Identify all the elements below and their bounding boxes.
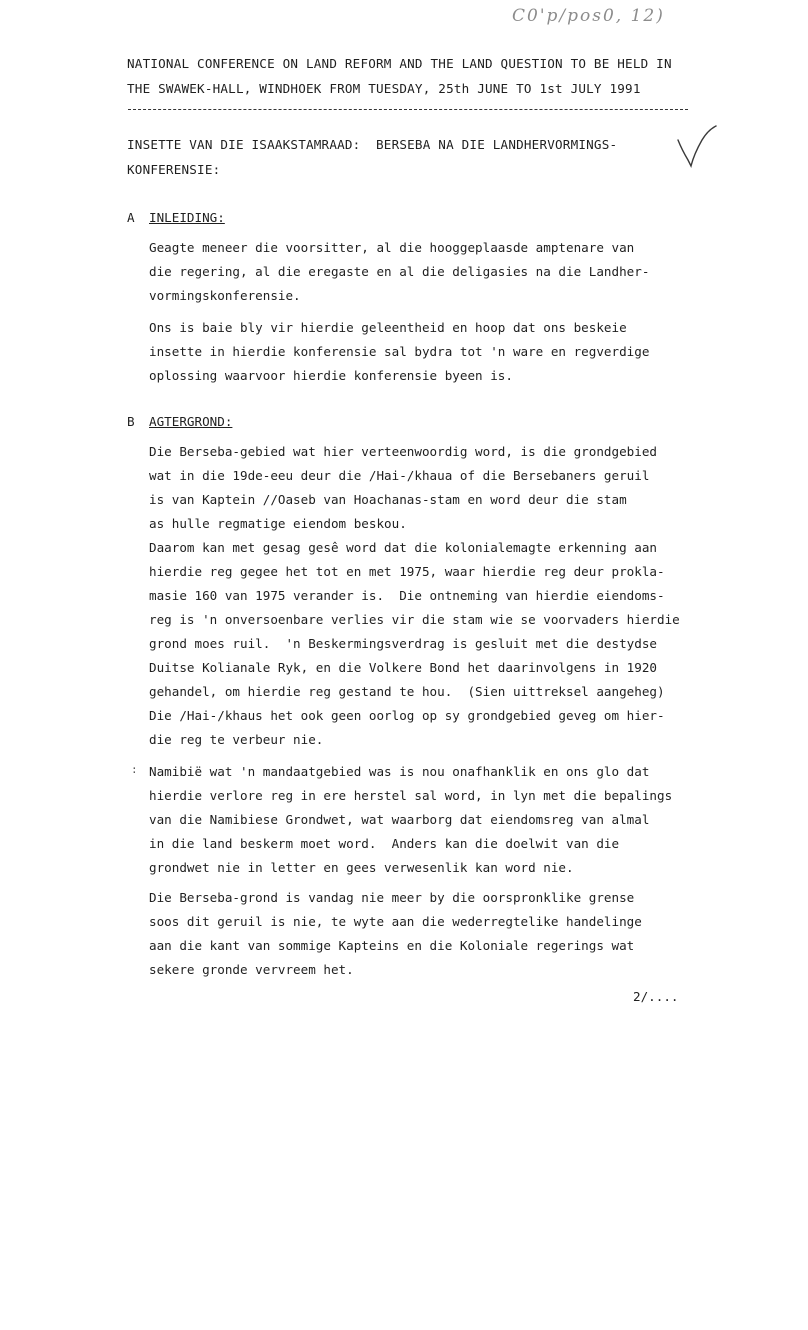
section-a-letter: A: [127, 210, 135, 225]
section-a-para-2-line-3: oplossing waarvoor hierdie konferensie byeen is.: [149, 368, 513, 383]
section-b-letter: B: [127, 414, 135, 429]
section-b-para-3-line-4: sekere gronde vervreem het.: [149, 962, 354, 977]
page-number: 2/....: [633, 989, 679, 1004]
section-b-para-2-line-2: hierdie verlore reg in ere herstel sal word, in lyn met die bepalings: [149, 788, 673, 803]
header-line-2: THE SWAWEK-HALL, WINDHOEK FROM TUESDAY, 25th JUNE TO 1st JULY 1991: [127, 81, 641, 96]
section-b-para-1-line-4: as hulle regmatige eiendom beskou.: [149, 516, 407, 531]
section-b-para-1-line-6: hierdie reg gegee het tot en met 1975, waar hierdie reg deur prokla-: [149, 564, 665, 579]
section-b-para-1-line-3: is van Kaptein //Oaseb van Hoachanas-stam en word deur die stam: [149, 492, 627, 507]
section-a-title: INLEIDING:: [149, 210, 225, 225]
section-b-para-1-line-7: masie 160 van 1975 verander is. Die ontneming van hierdie eiendoms-: [149, 588, 665, 603]
section-a-para-2-line-2: insette in hierdie konferensie sal bydra tot 'n ware en regverdige: [149, 344, 650, 359]
handwritten-check-icon: [672, 124, 720, 174]
section-b-para-3-line-3: aan die kant van sommige Kapteins en die Koloniale regerings wat: [149, 938, 635, 953]
section-b-para-3-line-1: Die Berseba-grond is vandag nie meer by die oorspronklike grense: [149, 890, 635, 905]
section-b-para-1-line-9: grond moes ruil. 'n Beskermingsverdrag is gesluit met die destydse: [149, 636, 657, 651]
subheader-line-2: KONFERENSIE:: [127, 162, 221, 177]
margin-mark: :: [131, 763, 138, 776]
section-a-para-1-line-1: Geagte meneer die voorsitter, al die hooggeplaasde amptenare van: [149, 240, 635, 255]
section-b-para-1-line-10: Duitse Kolianale Ryk, en die Volkere Bond het daarinvolgens in 1920: [149, 660, 657, 675]
section-b-para-1-line-11: gehandel, om hierdie reg gestand te hou. (Sien uittreksel aangeheg): [149, 684, 665, 699]
section-b-title: AGTERGROND:: [149, 414, 233, 429]
dashed-divider: [128, 109, 688, 110]
section-b-para-1-line-5: Daarom kan met gesag gesê word dat die kolonialemagte erkenning aan: [149, 540, 657, 555]
section-a-para-1-line-3: vormingskonferensie.: [149, 288, 301, 303]
section-b-para-1-line-13: die reg te verbeur nie.: [149, 732, 324, 747]
section-a-para-2-line-1: Ons is baie bly vir hierdie geleentheid en hoop dat ons beskeie: [149, 320, 627, 335]
section-b-para-2-line-4: in die land beskerm moet word. Anders kan die doelwit van die: [149, 836, 620, 851]
section-b-para-2-line-1: Namibië wat 'n mandaatgebied was is nou onafhanklik en ons glo dat: [149, 764, 650, 779]
subheader-line-1: INSETTE VAN DIE ISAAKSTAMRAAD: BERSEBA NA DIE LANDHERVORMINGS-: [127, 137, 618, 152]
section-b-para-1-line-2: wat in die 19de-eeu deur die /Hai-/khaua of die Bersebaners geruil: [149, 468, 650, 483]
section-b-para-2-line-5: grondwet nie in letter en gees verwesenlik kan word nie.: [149, 860, 574, 875]
header-line-1: NATIONAL CONFERENCE ON LAND REFORM AND THE LAND QUESTION TO BE HELD IN: [127, 56, 672, 71]
section-b-para-1-line-8: reg is 'n onversoenbare verlies vir die stam wie se voorvaders hierdie: [149, 612, 680, 627]
section-b-para-1-line-12: Die /Hai-/khaus het ook geen oorlog op sy grondgebied geveg om hier-: [149, 708, 665, 723]
section-a-para-1-line-2: die regering, al die eregaste en al die deligasies na die Landher-: [149, 264, 650, 279]
section-b-para-3-line-2: soos dit geruil is nie, te wyte aan die wederregtelike handelinge: [149, 914, 642, 929]
section-b-para-1-line-1: Die Berseba-gebied wat hier verteenwoordig word, is die grondgebied: [149, 444, 657, 459]
handwritten-reference-note: C0'p/pos0, 12): [512, 6, 665, 26]
section-b-para-2-line-3: van die Namibiese Grondwet, wat waarborg dat eiendomsreg van almal: [149, 812, 650, 827]
